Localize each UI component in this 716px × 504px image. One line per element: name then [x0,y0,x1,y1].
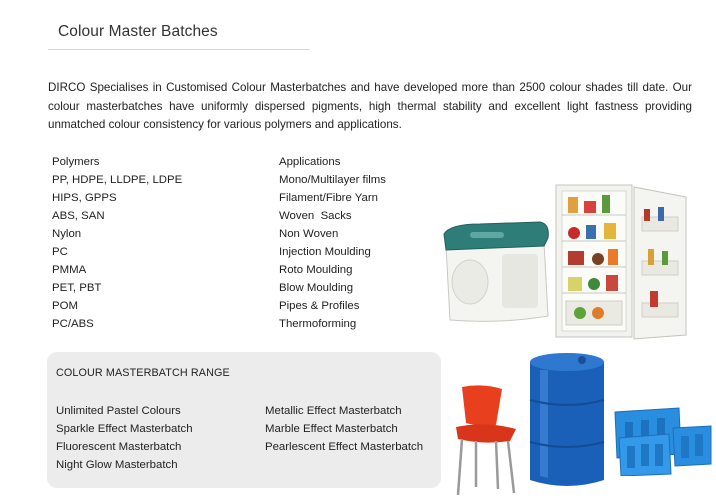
list-item: Marble Effect Masterbatch [265,423,398,435]
list-item: Blow Moulding [279,282,354,294]
list-item: Fluorescent Masterbatch [56,441,182,453]
refrigerator-image [554,183,690,343]
list-item: Roto Moulding [279,264,353,276]
crate-right [673,426,711,466]
list-item: PET, PBT [52,282,102,294]
washing-machine-window [452,260,488,304]
list-item: Woven Sacks [279,210,352,222]
polymers-heading: Polymers [52,156,100,168]
applications-list [279,153,386,333]
list-item: POM [52,300,78,312]
list-item: Thermoforming [279,318,357,330]
list-item: Non Woven [279,228,339,240]
applications-heading: Applications [279,156,341,168]
range-list-left [56,402,193,474]
list-item: PC [52,246,68,258]
polymers-list [52,153,182,333]
range-list-right [265,402,423,456]
washing-machine-panel [502,254,538,308]
crates-image [611,404,713,476]
list-item: Filament/Fibre Yarn [279,192,378,204]
washing-machine-handle [470,232,504,238]
range-title: COLOUR MASTERBATCH RANGE [56,367,230,379]
list-item: Night Glow Masterbatch [56,459,178,471]
list-item: PC/ABS [52,318,94,330]
list-item: Pearlescent Effect Masterbatch [265,441,424,453]
page-title: Colour Master Batches [58,23,218,40]
list-item: PMMA [52,264,87,276]
intro-paragraph: DIRCO Specialises in Customised Colour Masterbatches and have developed more than 2500 colour shades till date. Our colour masterbatches have uniformly dispersed pigments, high thermal stability and excellent light fastness providing unmatched colour consistency for various polymers and applications. [48,81,692,131]
list-item: Sparkle Effect Masterbatch [56,423,193,435]
chair-backrest [462,385,502,425]
drum-top [530,353,604,371]
list-item: Unlimited Pastel Colours [56,405,181,417]
drum-highlight [540,370,548,478]
list-item: Metallic Effect Masterbatch [265,405,402,417]
list-item: HIPS, GPPS [52,192,117,204]
list-item: Mono/Multilayer films [279,174,386,186]
list-item: Nylon [52,228,82,240]
list-item: Injection Moulding [279,246,371,258]
drum-image [526,350,608,492]
drum-cap [578,356,586,364]
chair-image [450,383,524,499]
chair-seat [456,424,516,442]
title-divider [48,49,310,50]
chair-legs [458,439,514,495]
list-item: ABS, SAN [52,210,105,222]
list-item: Pipes & Profiles [279,300,360,312]
washing-machine-image [440,220,552,328]
list-item: PP, HDPE, LLDPE, LDPE [52,174,183,186]
